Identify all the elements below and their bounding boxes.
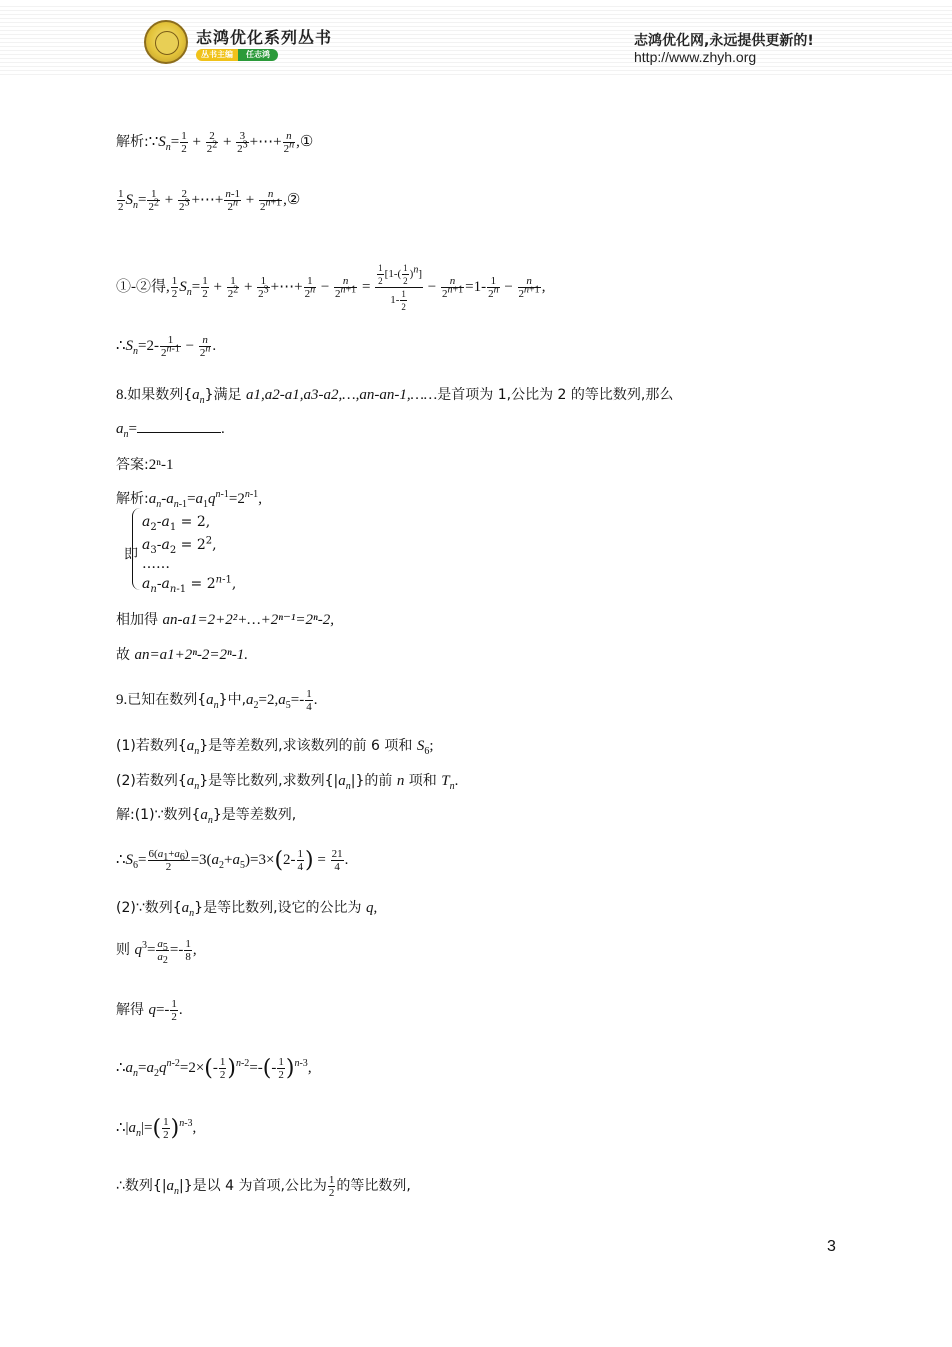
problem-9-q2: (2)若数列$\{a_n\}$是等比数列,求数列$\{|a_n|\}$的前 n 项和 $T_n$. <box>116 773 459 792</box>
q1-text-b: }是等差数列,求该数列的前 6 项和 <box>199 738 417 754</box>
solution-line-3: ①-②得, $\frac{1}{2}$ $S_n=$ $\frac{1}{2}$ + $\frac{1}{2^2}$ + $\frac{1}{2^3}$ +⋯+ $\frac{1}{2^n}$ − $\frac{n}{2^{n+1}}$ = $\frac{1}{2}$ [1-( $\frac{1}{2}$ )$^n$] 1- $\frac{1}{2}$ − $\frac{n}{2^{n+1}}$ =1- $\frac{1}{2^n}$ − $\frac{n}{2^{n+1}}$ , <box>116 263 546 312</box>
answer-label: 答案: <box>116 457 149 473</box>
final-text-c: 的等比数列, <box>336 1177 411 1194</box>
final-text-b: |}是以 4 为首项,公比为 <box>179 1177 327 1194</box>
series-title: 志鸿优化系列丛书 <box>196 28 333 47</box>
final-text-a: ∴数列{| <box>116 1177 167 1194</box>
site-url[interactable]: http://www.zhyh.org <box>634 49 757 65</box>
subtract-text: ①-②得, <box>116 278 170 295</box>
page-header <box>0 0 952 82</box>
analysis-label-8: 解析: <box>116 491 149 507</box>
s1-text-a: (1)∵数列{ <box>134 807 201 823</box>
s2-text-a: (2)∵数列{ <box>116 900 182 916</box>
page-number: 3 <box>827 1238 836 1255</box>
result-prefix: =2- <box>138 337 160 354</box>
q2-text-d: 项和 <box>404 773 442 789</box>
system-eq-n: $a_n-a_{n-1} = 2^{n-1}$, <box>142 574 237 595</box>
site-slogan: 志鸿优化网,永远提供更新的! <box>634 33 814 49</box>
analysis-label: 解析: <box>116 133 149 150</box>
q2-text-b: }是等比数列,求数列{| <box>199 773 339 789</box>
solution-9-start: 解:(1)∵数列$\{a_n\}$是等差数列, <box>116 807 297 826</box>
solution-line-1: 解析$:\because S_n=$ $\frac{1}{2}$ + $\frac{2}{2^2}$ + $\frac{3}{2^3}$ +⋯+ $\frac{n}{2^n}$ ,① <box>116 130 314 155</box>
sum-line <box>116 609 334 629</box>
problem-8-number: 8. <box>116 387 128 403</box>
problem-8-text-c: 是首项为 1,公比为 2 的等比数列,那么 <box>437 387 674 403</box>
problem-8-analysis: 解析$:a_n-a_{n-1}=a_1q^{n-1}=2^{n-1}$, <box>116 489 262 510</box>
therefore-symbol: ∴ <box>116 337 126 354</box>
ji-label: 即 <box>124 547 138 563</box>
solve-q-text: 解得 <box>116 1001 149 1018</box>
answer-value: 2ⁿ-1 <box>148 457 174 473</box>
system-eq-2: $a_3-a_2 = 2^2$, <box>142 535 217 556</box>
problem-9-intro-b: }中, <box>218 691 247 708</box>
conclusion-line <box>116 644 248 664</box>
solution-9-part2: (2)∵数列$\{a_n\}$是等比数列,设它的公比为 q, <box>116 900 378 919</box>
add-text: 相加得 <box>116 612 163 628</box>
publisher-logo-icon <box>144 20 188 64</box>
eq-mark-2: ② <box>286 191 301 208</box>
eq-mark-1: ① <box>299 133 314 150</box>
gu-formula: an=a1+2ⁿ-2=2ⁿ-1. <box>134 647 249 663</box>
system-eq-1: $a_2-a_1 = 2$, <box>142 514 211 533</box>
q2-text-c: |}的前 <box>350 773 397 789</box>
solve-label: 解: <box>116 807 135 823</box>
q-cubed-line: 则 $q^3=$ $\frac{a_5}{a_2}$ =- $\frac{1}{8}$ , <box>116 938 197 967</box>
final-line: ∴数列$\{|a_n|\}$是以 4 为首项,公比为 $\frac{1}{2}$ 的等比数列, <box>116 1174 411 1199</box>
s1-text-b: }是等差数列, <box>212 807 297 823</box>
problem-9-q1: (1)若数列$\{a_n\}$是等差数列,求该数列的前 6 项和 $S_6$; <box>116 738 434 757</box>
editor-label: 丛书主编 <box>196 49 238 61</box>
problem-8-statement: 8.如果数列$\{a_n\}$满足 a1,a2-a1,a3-a2,…,an-an-1,……是首项为 1,公比为 2 的等比数列,那么 <box>116 387 674 406</box>
problem-9-intro: 已知在数列{ <box>127 691 207 708</box>
abs-an-line: $\therefore|a_n|=$( $\frac{1}{2}$ )$^{n-3}$, <box>116 1116 197 1141</box>
answer-blank[interactable] <box>137 420 221 433</box>
editor-badge <box>196 49 278 61</box>
solution-line-2: $\frac{1}{2}$ $S_n=$ $\frac{1}{2^2}$ + $\frac{2}{2^3}$ +⋯+ $\frac{n-1}{2^n}$ + $\frac{n}{2^{n+1}}$ ,② <box>118 188 301 213</box>
problem-8-blank-line: $a_n=$ . <box>116 421 225 440</box>
system-eq-dots: …… <box>142 556 170 572</box>
q2-text-a: (2)若数列{ <box>116 773 187 789</box>
add-formula: an-a1=2+2²+…+2ⁿ⁻¹=2ⁿ-2, <box>162 612 335 628</box>
then-text: 则 <box>116 941 135 958</box>
problem-8-text-b: }满足 <box>204 387 247 403</box>
s6-formula: $\therefore S_6=$ $\frac{6(a_1+a_6)}{2}$ $=3(a_2+a_5)=3\times(2-$ $\frac{1}{4}$ ) = $\frac{21}{4}$ . <box>116 848 349 873</box>
s2-text-b: }是等比数列,设它的公比为 <box>194 900 366 916</box>
q-value-line: 解得 q=- $\frac{1}{2}$ . <box>116 998 183 1023</box>
problem-9-number: 9. <box>116 691 128 708</box>
editor-name: 任志鸿 <box>238 49 278 61</box>
q1-text-a: (1)若数列{ <box>116 738 187 754</box>
an-formula-line: $\therefore a_n=a_2q^{n-2}=2\times(-$ $\frac{1}{2}$ )$^{n-2}$=-(- $\frac{1}{2}$ )$^{n-3}$, <box>116 1056 312 1081</box>
problem-8-sequence: a1,a2-a1,a3-a2,…,an-an-1,…… <box>246 387 438 403</box>
gu-text: 故 <box>116 647 135 663</box>
solution-line-4: $\therefore S_n=2-$ $\frac{1}{2^{n-1}}$ − $\frac{n}{2^n}$ . <box>116 334 217 359</box>
problem-8-text-a: 如果数列{ <box>127 387 193 403</box>
problem-9-statement: 9.已知在数列$\{a_n\}$中$,a_2=2,a_5=-$ $\frac{1}{4}$ . <box>116 688 318 713</box>
problem-8-answer <box>116 454 173 474</box>
because-symbol: ∵ <box>148 133 159 150</box>
